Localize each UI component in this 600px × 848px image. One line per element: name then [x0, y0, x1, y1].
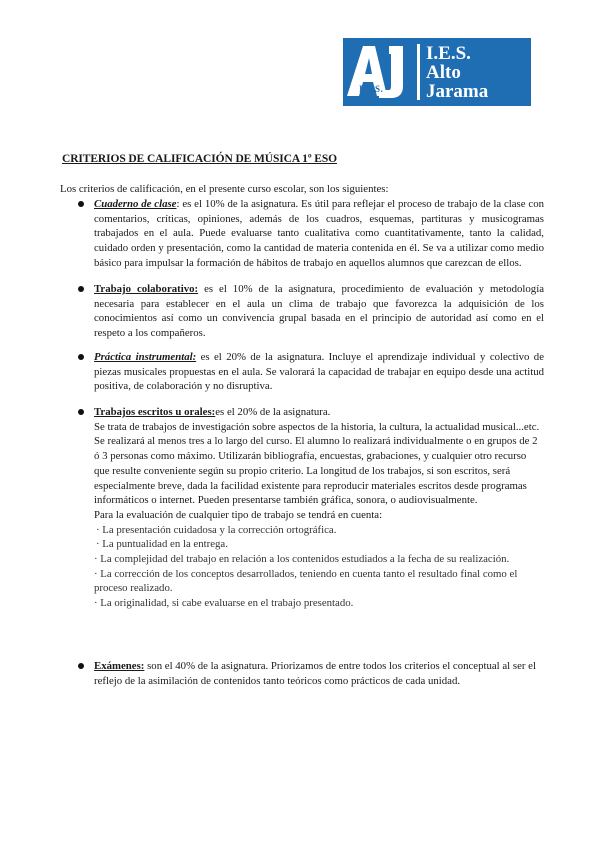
logo-mark-small-text: I.E.S.	[359, 84, 384, 94]
document-title: CRITERIOS DE CALIFICACIÓN DE MÚSICA 1º ESO	[62, 153, 338, 165]
school-logo	[343, 38, 531, 106]
section-text: es el 20% de la asignatura.	[215, 406, 331, 418]
section-paragraph	[94, 405, 544, 420]
criteria-item: · La corrección de los conceptos desarrollados, teniendo en cuenta tanto el resultado final como el proceso realizado.	[94, 567, 518, 595]
logo-line-3: Jarama	[426, 80, 489, 102]
intro-text: Los criterios de calificación, en el presente curso escolar, son los siguientes:	[60, 183, 389, 195]
section-keyword: Exámenes:	[94, 660, 145, 672]
section-cuaderno	[78, 197, 544, 271]
aj-logo-mark	[343, 38, 415, 106]
section-trabajo-colaborativo	[78, 282, 544, 341]
section-paragraph	[94, 282, 544, 341]
bullet-icon	[78, 201, 84, 207]
section-keyword: Práctica instrumental:	[94, 351, 197, 363]
logo-line-2: Alto	[426, 61, 461, 83]
bullet-icon	[78, 663, 84, 669]
section-text: es el 20% de la asignatura. Incluye el aprendizaje individual y colectivo de piezas musicales propuestas en el aula. Se valorará la capacidad de trabajar en equipo desde una actitud positiva, de colaboración y no disruptiva.	[94, 351, 544, 393]
section-keyword: Trabajos escritos u orales:	[94, 406, 216, 418]
section-keyword: Trabajo colaborativo:	[94, 283, 199, 295]
section-text: : es el 10% de la asignatura. Es útil para reflejar el proceso de trabajo de la clase con comentarios, críticas, opiniones, además de los cuadros, esquemas, partituras y musicogramas trabajados en el aula. Puede evaluarse tanto cualitativa como cuantitativamente, tanto la calidad, cuidado orden y presentación, como la cantidad de materia contenida en él. Se va a utilizar como medio básico para impulsar la formación de hábitos de trabajo en aquellos alumnos que carezcan de ellos.	[94, 198, 544, 269]
section-text: es el 10% de la asignatura, procedimiento de evaluación y metodología necesaria para establecer en el aula un clima de trabajo que favorezca la adquisición de los conocimientos así como un convivencia grupal basada en el principio de autoridad así como en el respeto a los compañeros.	[94, 283, 544, 340]
section-practica-instrumental	[78, 350, 544, 394]
criteria-item: · La puntualidad en la entrega.	[96, 538, 228, 551]
section-paragraph	[94, 197, 544, 271]
section-paragraph	[94, 350, 544, 394]
section-text: son el 40% de la asignatura. Priorizamos de entre todos los criterios el conceptual al ser el reflejo de la asimilación de contenidos tanto teóricos como prácticos de cada unidad.	[94, 660, 536, 687]
logo-divider	[417, 44, 420, 100]
section-trabajos-escritos	[78, 405, 544, 611]
section-examenes	[78, 659, 544, 688]
bullet-icon	[78, 409, 84, 415]
logo-text	[426, 38, 488, 106]
criteria-item: · La complejidad del trabajo en relación a los contenidos estudiados a la fecha de su realización.	[94, 553, 510, 566]
bullet-icon	[78, 354, 84, 360]
criteria-item: · La presentación cuidadosa y la corrección ortográfica.	[96, 523, 337, 536]
section-body: Se trata de trabajos de investigación sobre aspectos de la historia, la cultura, la actualidad musical...etc. Se realizará al menos tres a lo largo del curso. El alumno lo realizará individualmente o en grupos de 2 ó 3 personas como máximo. Utilizarán bibliografía, encuestas, grabaciones, y cualquier otro recurso que resulte conveniente según su propio criterio. La longitud de los trabajos, si son escritos, será especialmente breve, dada la facilidad existente para reproducir materiales escritos desde programas informáticos o internet. Pueden presentarse también gráfica, sonora, o audiovisualmente.	[94, 420, 540, 507]
section-paragraph	[94, 659, 544, 688]
criteria-item: · La originalidad, si cabe evaluarse en el trabajo presentado.	[94, 597, 354, 610]
bullet-icon	[78, 286, 84, 292]
logo-line-1: I.E.S.	[426, 42, 471, 64]
evaluation-intro: Para la evaluación de cualquier tipo de trabajo se tendrá en cuenta:	[94, 508, 383, 521]
section-keyword: Cuaderno de clase	[94, 198, 177, 210]
